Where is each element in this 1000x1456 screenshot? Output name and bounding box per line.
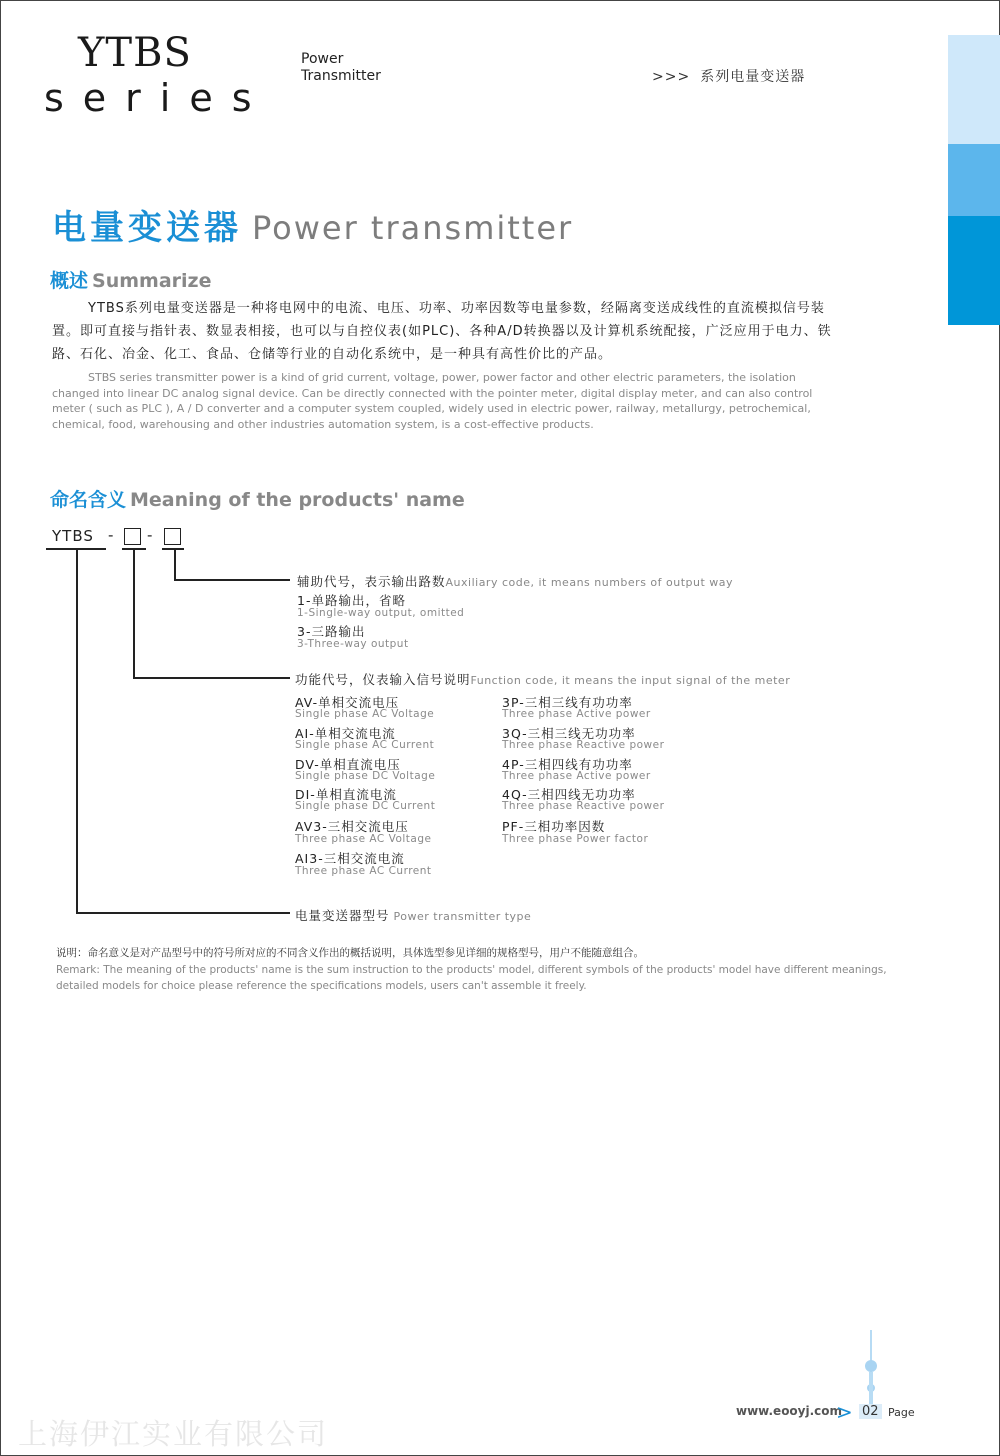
func-item-en: Single phase DC Current [295, 800, 436, 812]
func-item-cn: AI-单相交流电流 [295, 726, 396, 741]
summary-heading [50, 266, 211, 293]
page-title [52, 200, 573, 249]
func-item-cn: DV-单相直流电压 [295, 757, 401, 772]
func-code-label-en: Function code, it means the input signal of the meter [470, 674, 791, 687]
aux-item-cn: 3-三路输出 [297, 624, 366, 639]
chevron-right-icon: > [836, 1400, 853, 1424]
type-connector-vertical [76, 548, 78, 913]
aux-item-cn: 1-单路输出，省略 [297, 593, 406, 608]
func-item-en: Three phase Power factor [502, 833, 649, 845]
summary-paragraph-en: STBS series transmitter power is a kind of grid current, voltage, power, power factor and other electric parameters, the isolation changed into linear DC analog signal device. Can be directly connected with the pointer meter, digital display meter, and can also control meter ( such as PLC ), A / D converter and a computer system coupled, widely used in electric power, railway, metallurgy, petrochemical, chemical, food, warehousing and other industries automation system, is a cost-effective products. [52, 371, 813, 431]
aux-connector-vertical [174, 548, 176, 580]
header-subtitle-line1: Power [301, 51, 344, 67]
brand-title: YTBS [78, 30, 192, 76]
model-code: YTBS [52, 527, 94, 545]
func-item-en: Three phase Reactive power [502, 800, 665, 812]
func-item-en: Three phase Active power [502, 770, 651, 782]
page-title-en: Power transmitter [252, 209, 574, 247]
func-item-en: Three phase AC Current [295, 865, 432, 877]
page-label: Page [888, 1406, 915, 1419]
chevrons-right-icon: >>> [652, 69, 691, 85]
auxiliary-underline [162, 548, 184, 550]
func-item-en: Three phase AC Voltage [295, 833, 432, 845]
tower-icon [858, 1330, 884, 1410]
aux-item-en: 3-Three-way output [297, 638, 409, 650]
header-subtitle-line2: Transmitter [301, 68, 381, 84]
page-title-cn: 电量变送器 [52, 208, 242, 248]
aux-code-label-cn: 辅助代号，表示输出路数 [297, 574, 446, 589]
func-code-label [295, 670, 790, 688]
page-number: 02 [859, 1404, 882, 1419]
aux-code-label [297, 572, 733, 590]
aux-item-en: 1-Single-way output, omitted [297, 607, 465, 619]
func-item-cn: 4Q-三相四线无功功率 [502, 787, 636, 802]
func-item-cn: AV3-三相交流电压 [295, 819, 409, 834]
side-bar-light [948, 35, 1000, 144]
model-dash-2: - [147, 526, 153, 544]
remark-cn: 说明：命名意义是对产品型号中的符号所对应的不同含义作出的概括说明，具体选型参见详细的规格型号，用户不能随意组合。 [56, 947, 644, 959]
side-bar-mid [948, 144, 1000, 216]
func-code-label-cn: 功能代号，仪表输入信号说明 [295, 672, 471, 687]
naming-heading-cn: 命名含义 [50, 489, 127, 511]
func-item-cn: AI3-三相交流电流 [295, 851, 405, 866]
func-item-en: Single phase DC Voltage [295, 770, 436, 782]
side-bar-dark [948, 216, 1000, 325]
func-item-cn: 4P-三相四线有功功率 [502, 757, 633, 772]
remark-en: Remark: The meaning of the products' name is the sum instruction to the products' model, different symbols of the products' model have different meanings, detailed models for choice please reference the specifications models, users can't assemble it freely. [56, 964, 887, 992]
func-item-en: Single phase AC Voltage [295, 708, 435, 720]
aux-code-label-en: Auxiliary code, it means numbers of output way [445, 576, 734, 589]
header-category-text: 系列电量变送器 [700, 69, 806, 85]
func-connector-horizontal [133, 677, 290, 679]
company-watermark: 上海伊江实业有限公司 [18, 1417, 329, 1451]
summary-heading-cn: 概述 [50, 270, 89, 292]
func-item-en: Three phase Active power [502, 708, 651, 720]
website-url[interactable]: www.eooyj.com [736, 1404, 843, 1418]
aux-connector-horizontal [174, 579, 290, 581]
brand-series: series [44, 76, 271, 120]
func-item-en: Single phase AC Current [295, 739, 435, 751]
naming-heading [50, 485, 465, 512]
summary-paragraph-cn: YTBS系列电量变送器是一种将电网中的电流、电压、功率、功率因数等电量参数，经隔离变送成线性的直流模拟信号装置。即可直接与指针表、数显表相接，也可以与自控仪表(如PLC)、各种A/D转换器以及计算机系统配接，广泛应用于电力、铁路、石化、冶金、化工、食品、仓储等行业的自动化系统中，是一种具有高性价比的产品。 [52, 301, 832, 362]
model-dash-1: - [108, 526, 114, 544]
auxiliary-code-box [164, 528, 181, 545]
func-item-cn: AV-单相交流电压 [295, 695, 400, 710]
type-label-en: Power transmitter type [393, 910, 532, 923]
naming-heading-en: Meaning of the products' name [130, 489, 465, 511]
func-connector-vertical [133, 548, 135, 678]
func-item-cn: PF-三相功率因数 [502, 819, 606, 834]
func-item-en: Three phase Reactive power [502, 739, 665, 751]
type-label-cn: 电量变送器型号 [295, 908, 390, 923]
summary-heading-en: Summarize [92, 270, 212, 292]
func-item-cn: 3Q-三相三线无功功率 [502, 726, 636, 741]
function-code-box [124, 528, 141, 545]
func-item-cn: 3P-三相三线有功功率 [502, 695, 633, 710]
header-category [652, 66, 805, 86]
type-connector-horizontal [76, 912, 290, 914]
header-subtitle [301, 51, 381, 85]
func-item-cn: DI-单相直流电流 [295, 787, 397, 802]
type-label [295, 906, 531, 924]
